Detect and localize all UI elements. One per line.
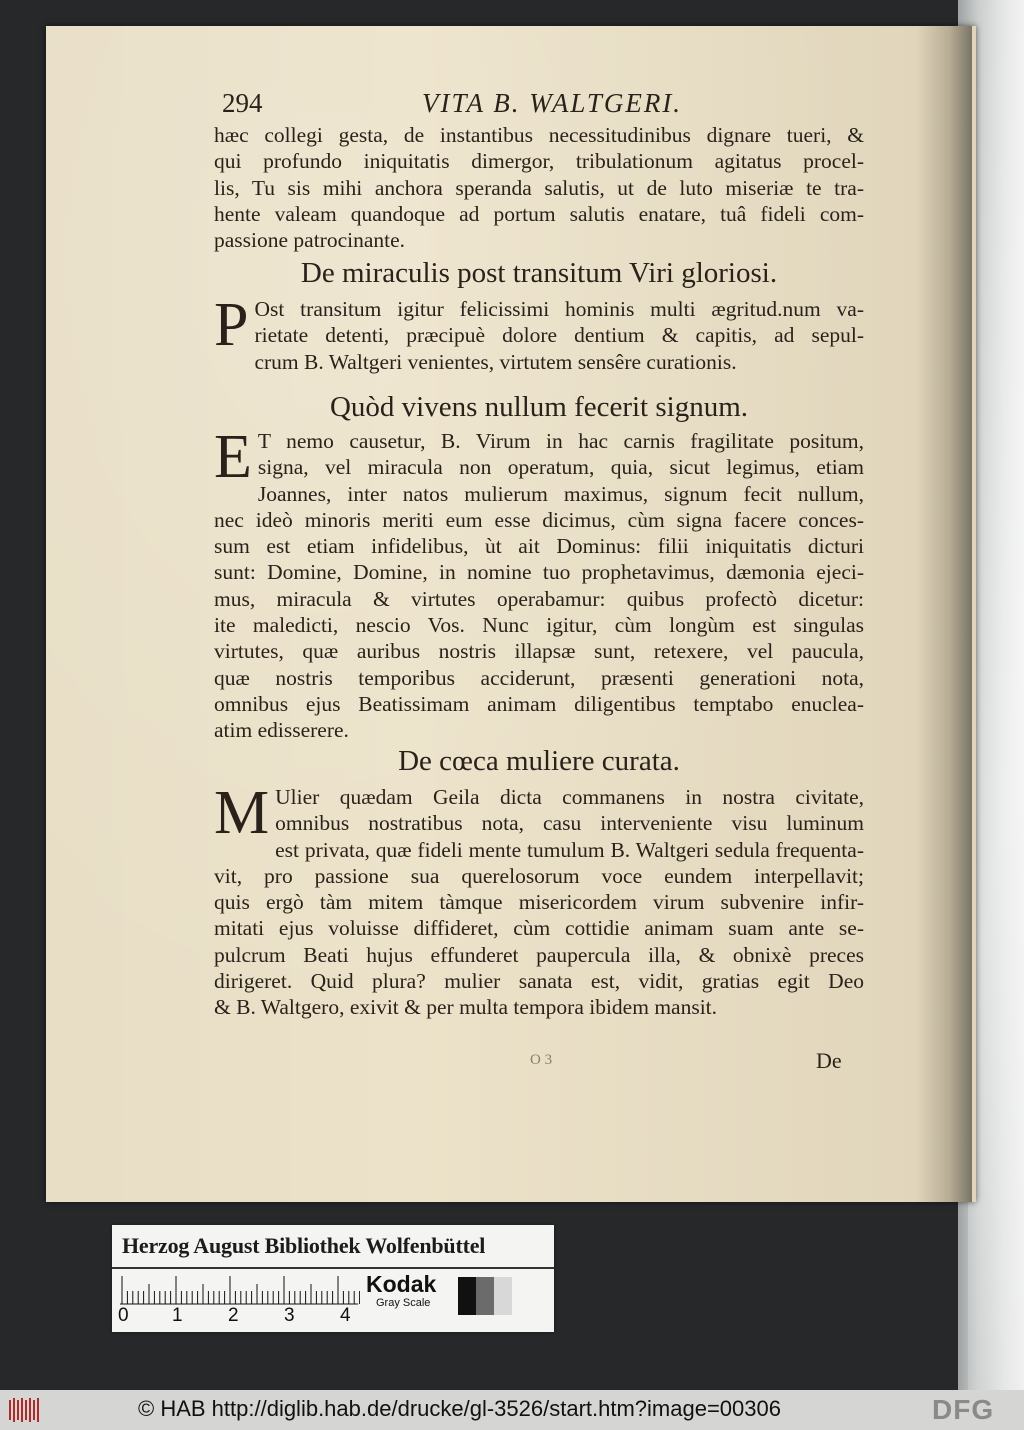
text-line: mus, miracula & virtutes operabamur: quibus profectò dicetur:: [214, 586, 864, 611]
text-line: T nemo causetur, B. Virum in hac carnis fragilitate positum,: [257, 429, 864, 453]
text-line: lis, Tu sis mihi anchora speranda salutis, ut de luto miseriæ te tra-: [214, 175, 864, 200]
page-number: 294: [222, 88, 263, 118]
text-line: signa, vel miracula non operatum, quia, sicut legimus, etiam: [257, 455, 864, 480]
hab-logo-icon: [8, 1396, 40, 1424]
text-line: ite maledicti, nescio Vos. Nunc igitur, cùm longùm est singulas: [214, 613, 864, 638]
text-line: vit, pro passione sua querelosorum voce eundem interpellavit;: [214, 863, 864, 888]
text-line: & B. Waltgero, exivit & per multa tempora ibidem mansit.: [214, 995, 718, 1020]
text-line: atim edisserere.: [214, 718, 349, 743]
ruler-numbers: [118, 1305, 368, 1327]
label-divider: [112, 1267, 554, 1269]
drop-capital: P: [214, 291, 249, 359]
drop-capital: E: [214, 423, 252, 491]
text-line: omnibus ejus Beatissimam animam diligentibus temptabo enuclea-: [214, 691, 864, 716]
drop-capital: M: [214, 779, 270, 847]
text-line: sunt: Domine, Domine, in nomine tuo prophetavimus, dæmonia ejeci-: [214, 560, 864, 585]
text-line: nec ideò minoris meriti eum esse dicimus, cùm signa facere conces-: [214, 507, 864, 532]
text-line: Ost transitum igitur felicissimi hominis multi ægritud.num va-: [254, 297, 864, 321]
text-line: virtutes, quæ auribus nostris illapsæ sunt, retexere, vel paucula,: [214, 639, 864, 664]
text-line: dirigeret. Quid plura? mulier sanata est, vidit, gratias egit Deo: [214, 969, 864, 994]
running-title: VITA B. WALTGERI.: [422, 88, 683, 118]
signature-mark: O 3: [530, 1052, 553, 1068]
ruler-number: 1: [172, 1305, 183, 1326]
text-line: omnibus nostratibus nota, casu interveniente visu luminum: [275, 811, 864, 836]
text-line: rietate detenti, præcipuè dolore dentium & capitis, ad sepul-: [254, 323, 864, 348]
library-label-card: [112, 1225, 554, 1332]
ruler-number: 0: [118, 1305, 129, 1326]
section-paragraph: [214, 423, 864, 744]
footer-source-link[interactable]: © HAB http://diglib.hab.de/drucke/gl-3526/start.htm?image=00306: [138, 1396, 781, 1421]
ruler-scale: [120, 1273, 360, 1305]
section-paragraph: [214, 779, 864, 1021]
text-line: qui profundo iniquitatis dimergor, tribulationum agitatus procel-: [214, 149, 864, 174]
gray-patch-light: [494, 1277, 512, 1315]
text-line: est privata, quæ fideli mente tumulum B. Waltgeri sedula frequenta-: [275, 837, 864, 862]
library-name: Herzog August Bibliothek Wolfenbüttel: [122, 1233, 486, 1258]
text-line: hente valeam quandoque ad portum salutis enatare, tuâ fideli com-: [214, 201, 864, 226]
text-line: quis ergò tàm mitem tàmque misericordem virum subvenire infir-: [214, 890, 864, 915]
gray-patch-mid: [476, 1277, 494, 1315]
kodak-brand: Kodak: [366, 1271, 437, 1297]
dfg-logo: DFG: [932, 1394, 995, 1425]
ruler-number: 2: [228, 1305, 239, 1326]
section-heading: Quòd vivens nullum fecerit signum.: [329, 391, 749, 423]
text-line: pulcrum Beati hujus effunderet paupercula illa, & obnixè preces: [214, 942, 864, 967]
ruler-number: 4: [340, 1305, 351, 1326]
section-paragraph: [214, 291, 864, 375]
page-gutter-shadow: [916, 26, 972, 1202]
text-line: Joannes, inter natos mulierum maximus, signum fecit nullum,: [257, 481, 864, 506]
text-line: crum B. Waltgeri venientes, virtutem sensêre curationis.: [254, 349, 737, 374]
text-line: passione patrocinante.: [214, 228, 406, 253]
ruler-number: 3: [284, 1305, 295, 1326]
gray-scale-caption: Gray Scale: [376, 1297, 431, 1309]
text-line: quæ nostris temporibus acciderunt, præsenti generationi nota,: [214, 665, 864, 690]
section-heading: De cœca muliere curata.: [398, 745, 680, 777]
text-line: hæc collegi gesta, de instantibus necessitudinibus dignare tueri, &: [214, 123, 864, 147]
text-line: mitati ejus voluisse diffideret, cùm cottidie animam suam ante se-: [214, 916, 864, 941]
gray-patch-black: [458, 1277, 476, 1315]
text-line: sum est etiam infidelibus, ùt ait Dominus: filii iniquitatis dicturi: [214, 534, 864, 559]
section-heading: De miraculis post transitum Viri gloriosi.: [300, 257, 778, 289]
running-head: [222, 88, 862, 122]
intro-paragraph: [214, 122, 864, 253]
text-line: Ulier quædam Geila dicta commanens in nostra civitate,: [275, 785, 864, 809]
footer-bar: [0, 1390, 1024, 1430]
catchword: De: [816, 1048, 842, 1073]
